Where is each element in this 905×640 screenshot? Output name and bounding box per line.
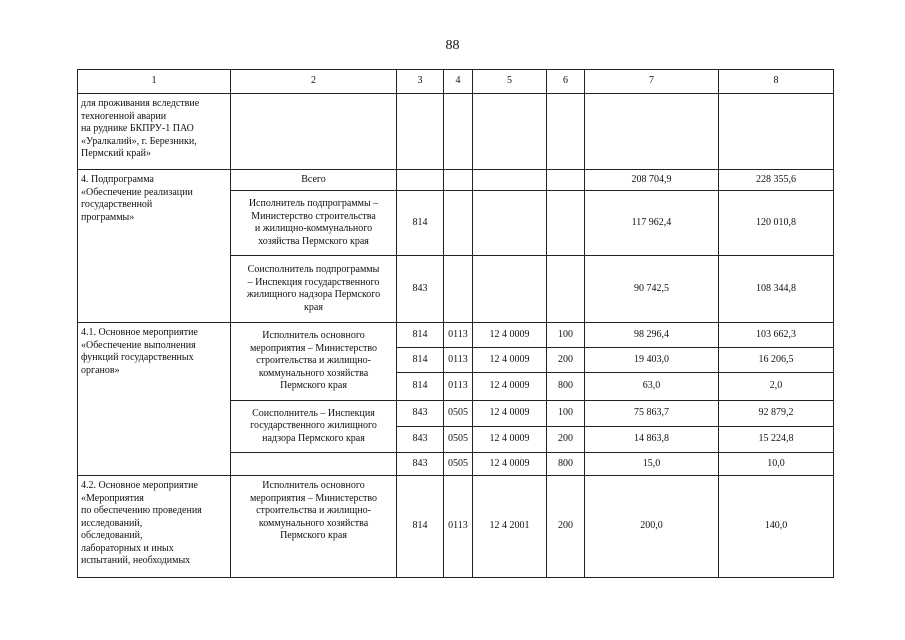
amount-2020-cell: 200,0: [585, 476, 719, 578]
amount-2021-cell: 108 344,8: [719, 256, 834, 323]
amount-2020-cell: 98 296,4: [585, 323, 719, 348]
amount-2021-cell: 120 010,8: [719, 191, 834, 256]
header-row: [78, 70, 834, 94]
section-code-cell: 0113: [444, 476, 473, 578]
amount-2021-cell: 140,0: [719, 476, 834, 578]
target-code-cell: 12 4 0009: [473, 401, 547, 427]
amount-2021-cell: 15 224,8: [719, 427, 834, 453]
section-code-cell: 0505: [444, 453, 473, 476]
budget-table: [77, 69, 834, 578]
grbs-code-cell: 843: [397, 401, 444, 427]
section-code-cell: 0113: [444, 323, 473, 348]
amount-2021-cell: 10,0: [719, 453, 834, 476]
header-cell: 3: [397, 70, 444, 94]
page-number: 88: [445, 38, 460, 53]
expense-type-cell: 100: [547, 401, 585, 427]
amount-2021-cell: 228 355,6: [719, 170, 834, 191]
amount-2020-cell: 15,0: [585, 453, 719, 476]
amount-2021-cell: 103 662,3: [719, 323, 834, 348]
grbs-code-cell: 814: [397, 348, 444, 373]
executor-cell: Соисполнитель – Инспекция государственного жилищного надзора Пермского края: [231, 401, 397, 453]
target-code-cell: 12 4 0009: [473, 453, 547, 476]
target-code-cell: 12 4 0009: [473, 427, 547, 453]
table-row: [78, 323, 834, 348]
header-cell: 7: [585, 70, 719, 94]
section-code-cell: 0505: [444, 401, 473, 427]
amount-2020-cell: 63,0: [585, 373, 719, 401]
table-row: [78, 170, 834, 191]
grbs-code-cell: 814: [397, 323, 444, 348]
expense-type-cell: 200: [547, 427, 585, 453]
amount-2021-cell: 92 879,2: [719, 401, 834, 427]
section-code-cell: 0505: [444, 427, 473, 453]
executor-cell: Исполнитель основного мероприятия – Министерство строительства и жилищно- коммунального хозяйства Пермского края: [231, 323, 397, 401]
grbs-code-cell: 843: [397, 256, 444, 323]
expense-type-cell: 800: [547, 373, 585, 401]
amount-2020-cell: 19 403,0: [585, 348, 719, 373]
expense-type-cell: 800: [547, 453, 585, 476]
executor-cell: Исполнитель основного мероприятия – Министерство строительства и жилищно- коммунального хозяйства Пермского края: [231, 476, 397, 578]
program-name-cell: 4.2. Основное мероприятие «Мероприятия по обеспечению проведения исследований, обследований, лабораторных и иных испытаний, необходимых: [78, 476, 231, 578]
executor-cell: Всего: [231, 170, 397, 191]
executor-cell: Исполнитель подпрограммы – Министерство строительства и жилищно-коммунального хозяйства Пермского края: [231, 191, 397, 256]
target-code-cell: 12 4 0009: [473, 373, 547, 401]
grbs-code-cell: 814: [397, 476, 444, 578]
target-code-cell: 12 4 2001: [473, 476, 547, 578]
target-code-cell: 12 4 0009: [473, 348, 547, 373]
program-name-cell: для проживания вследствие техногенной аварии на руднике БКПРУ-1 ПАО «Уралкалий», г. Березники, Пермский край»: [78, 94, 231, 170]
grbs-code-cell: 843: [397, 453, 444, 476]
table-row: [78, 94, 834, 170]
expense-type-cell: 100: [547, 323, 585, 348]
amount-2021-cell: 16 206,5: [719, 348, 834, 373]
grbs-code-cell: 843: [397, 427, 444, 453]
amount-2021-cell: 2,0: [719, 373, 834, 401]
header-cell: 2: [231, 70, 397, 94]
program-name-cell: 4.1. Основное мероприятие «Обеспечение выполнения функций государственных органов»: [78, 323, 231, 476]
amount-2020-cell: 90 742,5: [585, 256, 719, 323]
header-cell: 4: [444, 70, 473, 94]
section-code-cell: 0113: [444, 348, 473, 373]
grbs-code-cell: 814: [397, 191, 444, 256]
expense-type-cell: 200: [547, 476, 585, 578]
table-row: [78, 476, 834, 578]
section-code-cell: 0113: [444, 373, 473, 401]
header-cell: 5: [473, 70, 547, 94]
grbs-code-cell: 814: [397, 373, 444, 401]
amount-2020-cell: 208 704,9: [585, 170, 719, 191]
target-code-cell: 12 4 0009: [473, 323, 547, 348]
executor-cell: Соисполнитель подпрограммы – Инспекция государственного жилищного надзора Пермского края: [231, 256, 397, 323]
expense-type-cell: 200: [547, 348, 585, 373]
header-cell: 6: [547, 70, 585, 94]
header-cell: 1: [78, 70, 231, 94]
program-name-cell: 4. Подпрограмма «Обеспечение реализации государственной программы»: [78, 170, 231, 323]
amount-2020-cell: 75 863,7: [585, 401, 719, 427]
amount-2020-cell: 14 863,8: [585, 427, 719, 453]
header-cell: 8: [719, 70, 834, 94]
amount-2020-cell: 117 962,4: [585, 191, 719, 256]
